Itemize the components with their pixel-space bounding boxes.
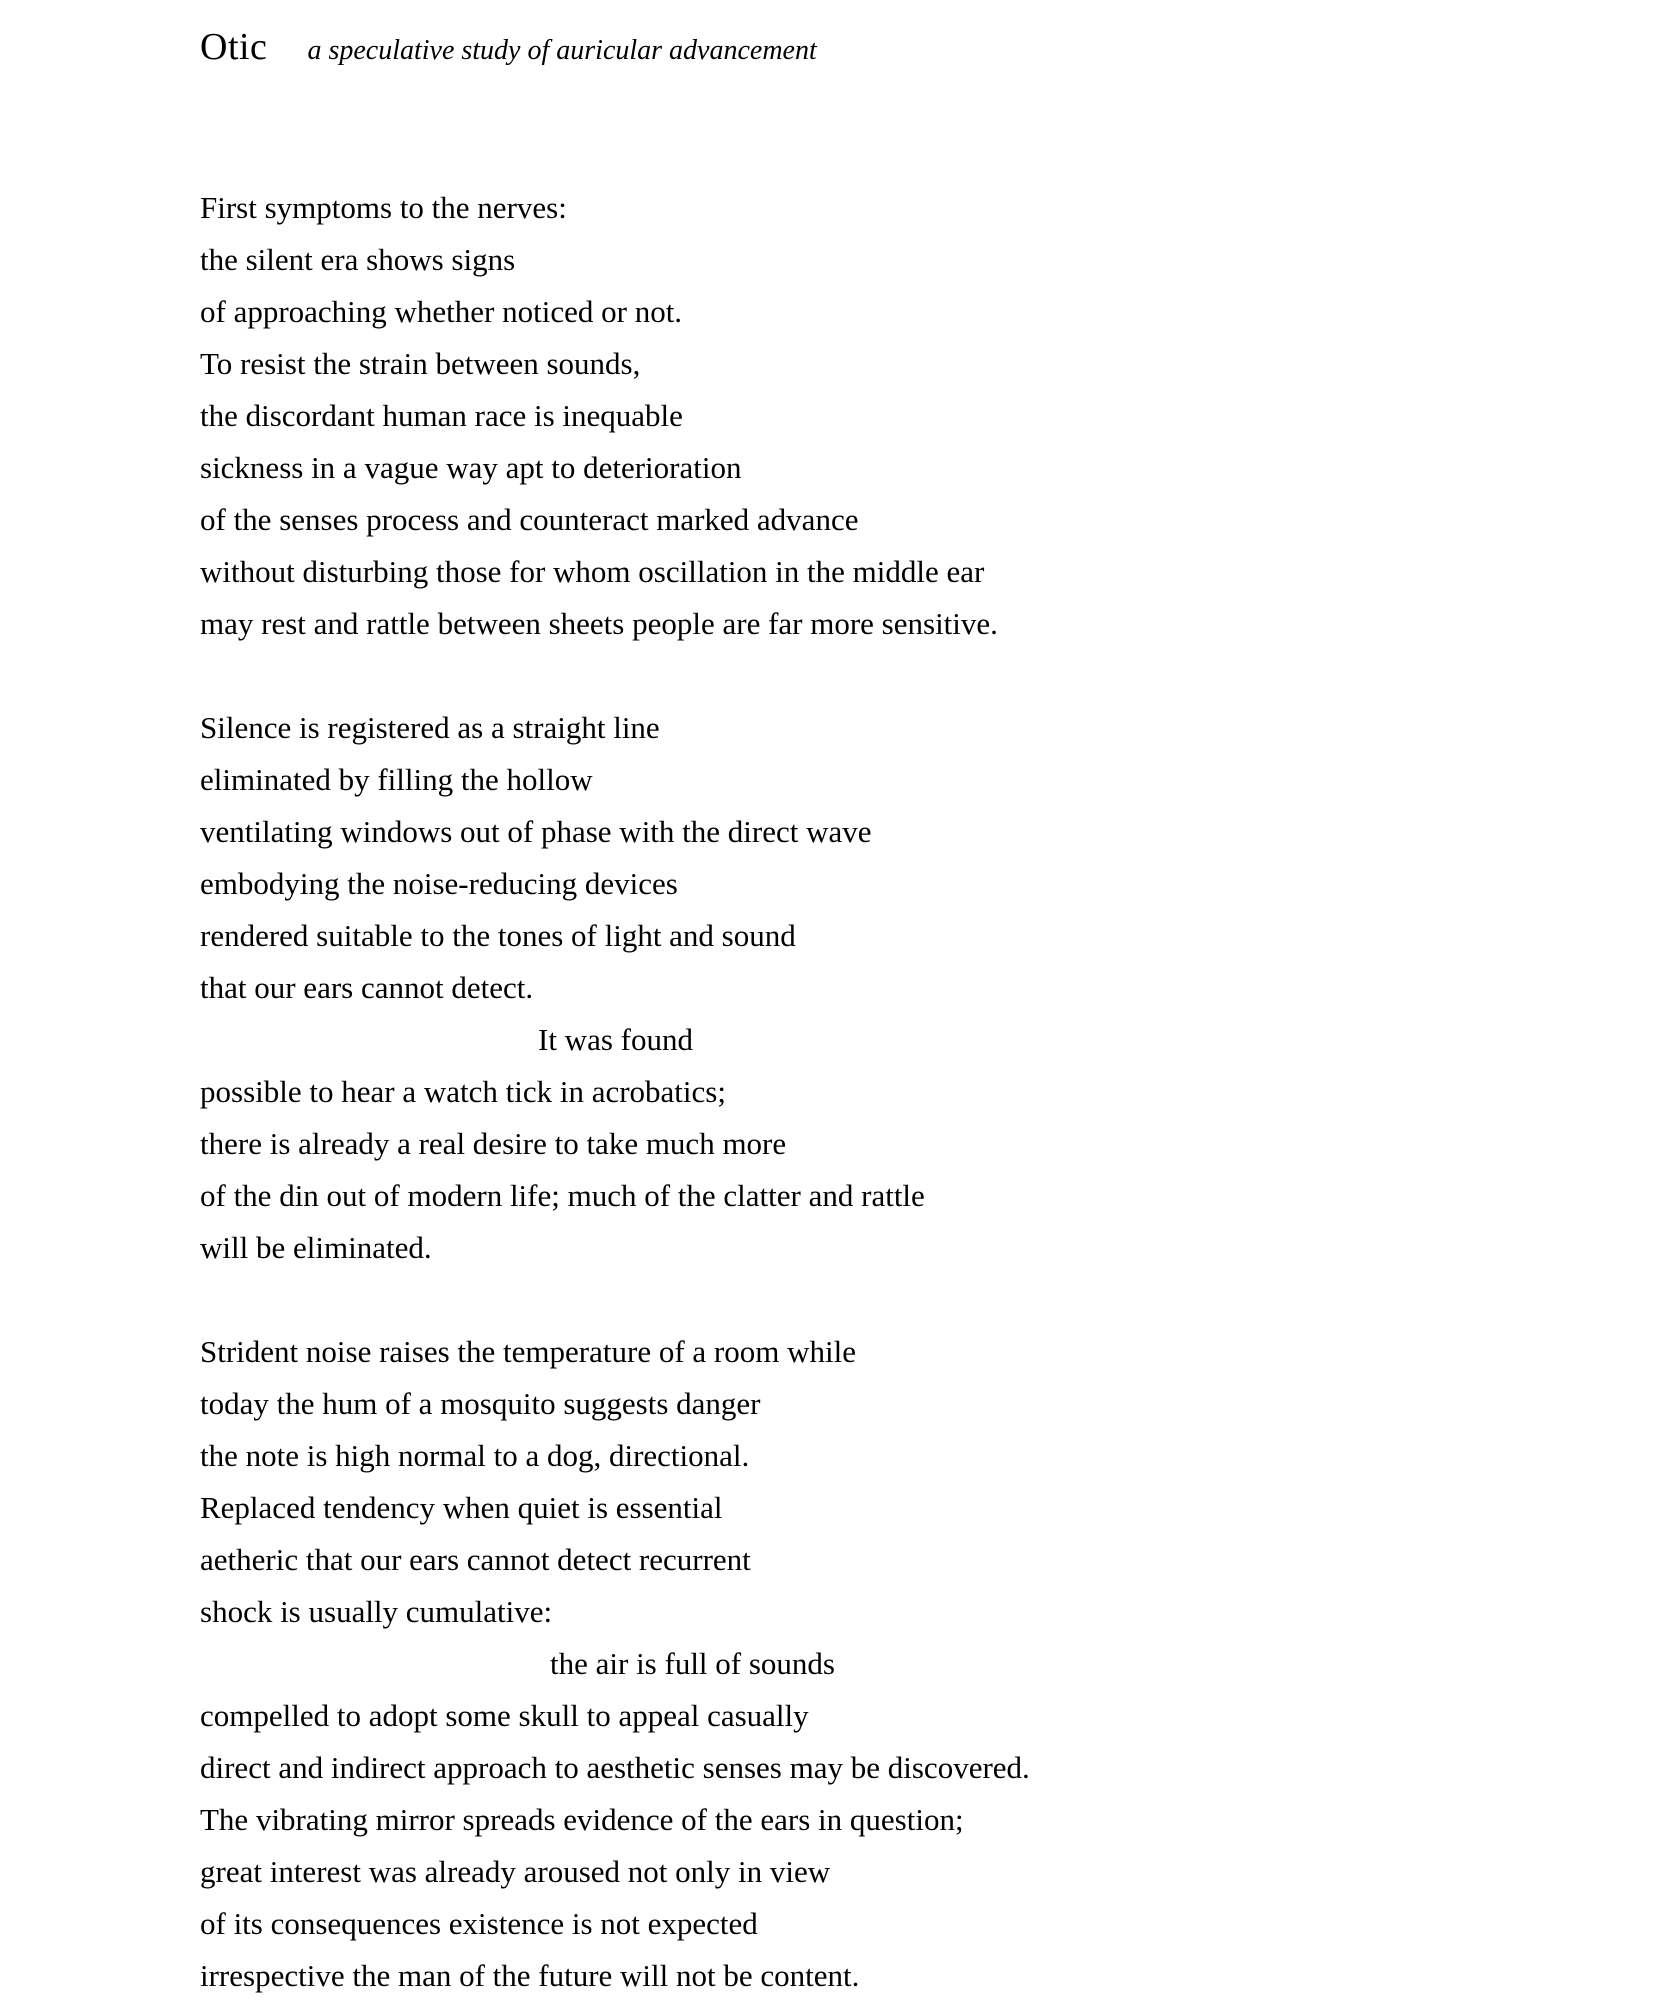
poem-line: the air is full of sounds xyxy=(550,1646,835,1681)
poem-line: possible to hear a watch tick in acrobatics; xyxy=(200,1074,726,1109)
poem-line: direct and indirect approach to aesthetic senses may be discovered. xyxy=(200,1750,1030,1785)
poem-line: great interest was already aroused not only in view xyxy=(200,1854,831,1889)
poem-line: shock is usually cumulative: xyxy=(200,1594,553,1629)
page-title: Otic xyxy=(200,26,268,68)
stanza xyxy=(200,182,1653,650)
poem-line: compelled to adopt some skull to appeal casually xyxy=(200,1698,809,1733)
poem-line: Replaced tendency when quiet is essential xyxy=(200,1490,723,1525)
poem-line: there is already a real desire to take much more xyxy=(200,1126,787,1161)
poem-line: today the hum of a mosquito suggests danger xyxy=(200,1386,761,1421)
poem-line: It was found xyxy=(538,1022,693,1057)
poem-line: the note is high normal to a dog, directional. xyxy=(200,1438,750,1473)
poem-line: Silence is registered as a straight line xyxy=(200,710,660,745)
stanza xyxy=(200,702,1653,1274)
poem-line: that our ears cannot detect. xyxy=(200,970,534,1005)
poem-line: eliminated by filling the hollow xyxy=(200,762,593,797)
poem-line: First symptoms to the nerves: xyxy=(200,190,567,225)
poem-line: without disturbing those for whom oscillation in the middle ear xyxy=(200,554,985,589)
poem-line: of the senses process and counteract marked advance xyxy=(200,502,859,537)
poem xyxy=(200,182,1653,2002)
poem-line: ventilating windows out of phase with the direct wave xyxy=(200,814,872,849)
poem-line: Strident noise raises the temperature of a room while xyxy=(200,1334,856,1369)
poem-line: of its consequences existence is not expected xyxy=(200,1906,758,1941)
stanza xyxy=(200,1326,1653,2002)
poem-line: irrespective the man of the future will not be content. xyxy=(200,1958,860,1993)
poem-line: may rest and rattle between sheets people are far more sensitive. xyxy=(200,606,998,641)
poem-line: rendered suitable to the tones of light and sound xyxy=(200,918,796,953)
poem-line: embodying the noise-reducing devices xyxy=(200,866,678,901)
poem-line: of approaching whether noticed or not. xyxy=(200,294,683,329)
poem-line: aetheric that our ears cannot detect recurrent xyxy=(200,1542,751,1577)
poem-line: The vibrating mirror spreads evidence of the ears in question; xyxy=(200,1802,964,1837)
page-subtitle: a speculative study of auricular advancement xyxy=(307,35,817,66)
poem-line: the discordant human race is inequable xyxy=(200,398,683,433)
poem-line: the silent era shows signs xyxy=(200,242,516,277)
poem-line: sickness in a vague way apt to deterioration xyxy=(200,450,742,485)
poem-line: To resist the strain between sounds, xyxy=(200,346,641,381)
document-header xyxy=(200,25,1653,69)
poem-line: of the din out of modern life; much of the clatter and rattle xyxy=(200,1178,925,1213)
poem-line: will be eliminated. xyxy=(200,1230,432,1265)
